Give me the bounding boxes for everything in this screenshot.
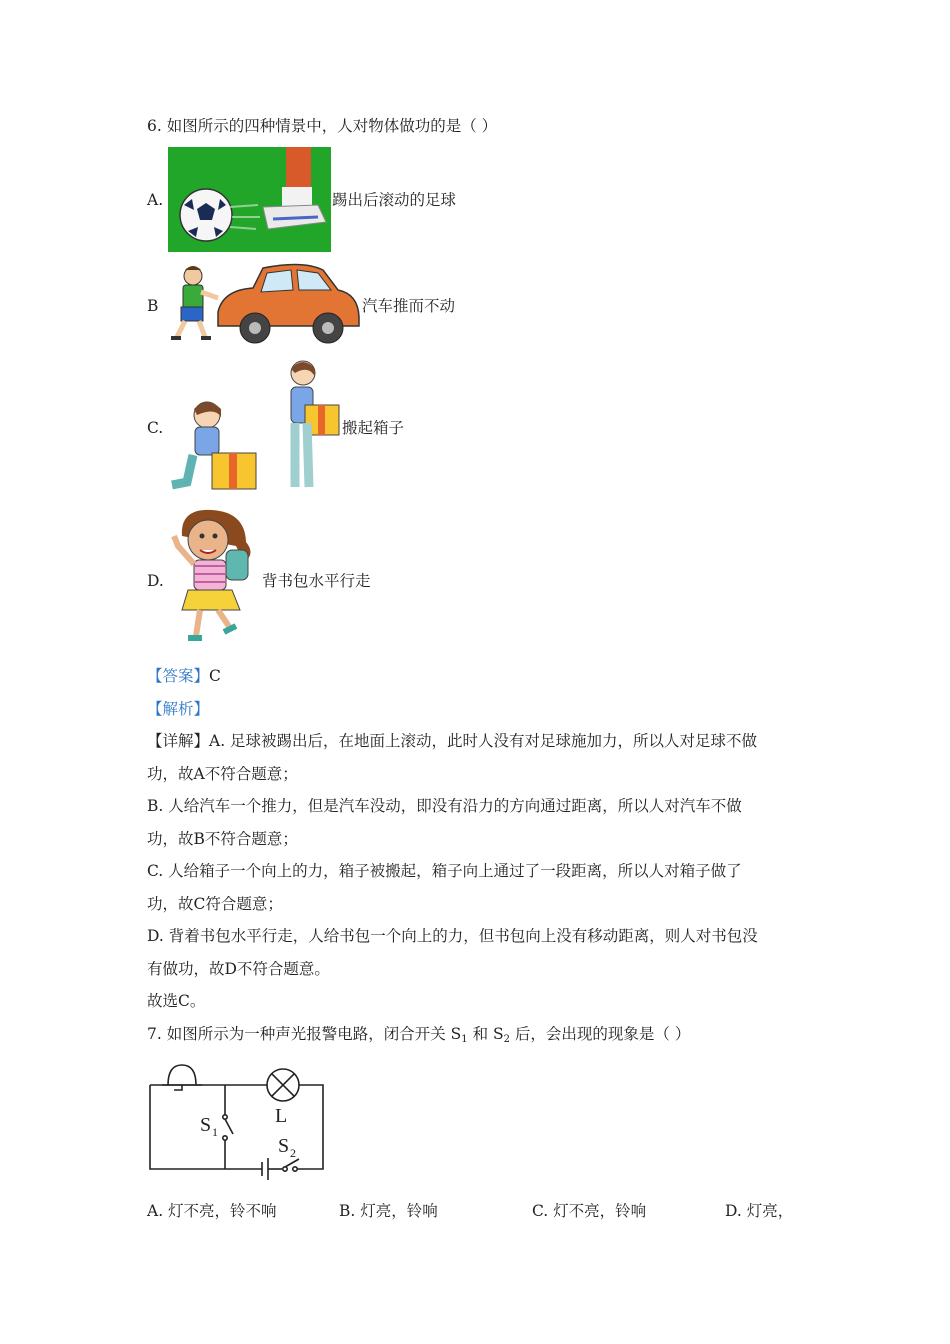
detail-line-1: 【详解】A. 足球被踢出后，在地面上滚动，此时人没有对足球施加力，所以人对足球不做	[147, 732, 758, 750]
soccer-kick-image	[168, 147, 331, 252]
label-s1: S	[200, 1114, 212, 1136]
option-a-caption: 踢出后滚动的足球	[332, 191, 457, 209]
q7-option-c: C. 灯不亮，铃响	[532, 1202, 647, 1220]
option-b-letter: B	[147, 297, 159, 315]
label-s2-sub: 2	[290, 1146, 296, 1160]
q7-stem-suffix: 后，会出现的现象是（ ）	[510, 1025, 691, 1043]
detail-line-5: C. 人给箱子一个向上的力，箱子被搬起，箱子向上通过了一段距离，所以人对箱子做了	[147, 862, 742, 880]
label-s1-sub: 1	[212, 1125, 218, 1139]
alarm-circuit-diagram	[140, 1060, 335, 1185]
lift-box-image	[167, 357, 343, 495]
q7-s2-sub: 2	[503, 1034, 510, 1045]
question-6-stem: 6. 如图所示的四种情景中，人对物体做功的是（ ）	[147, 117, 498, 135]
q7-s1-sub: 1	[461, 1034, 468, 1045]
push-car-image	[163, 262, 363, 348]
detail-line-8: 有做功，故D不符合题意。	[147, 960, 330, 978]
q7-option-a: A. 灯不亮，铃不响	[147, 1202, 277, 1220]
detail-line-6: 功，故C符合题意；	[147, 895, 283, 913]
q7-option-d: D. 灯亮，	[725, 1202, 794, 1220]
detail-line-3: B. 人给汽车一个推力，但是汽车没动，即没有沿力的方向通过距离，所以人对汽车不做	[147, 797, 742, 815]
detail-line-2: 功，故A不符合题意；	[147, 765, 298, 783]
label-lamp: L	[275, 1105, 288, 1127]
answer-line	[147, 666, 221, 686]
detail-line-4: 功，故B不符合题意；	[147, 830, 298, 848]
answer-tag: 【答案】	[147, 667, 210, 685]
option-c-letter: C.	[147, 419, 164, 437]
q7-stem-prefix: 7. 如图所示为一种声光报警电路，闭合开关 S	[147, 1025, 462, 1043]
detail-line-9: 故选C。	[147, 992, 206, 1010]
q7-stem-middle: 和 S	[467, 1025, 504, 1043]
girl-with-backpack-image	[160, 506, 260, 651]
detail-line-7: D. 背着书包水平行走，人给书包一个向上的力，但书包向上没有移动距离，则人对书包没	[147, 927, 758, 945]
answer-value: C	[209, 667, 221, 685]
analysis-tag: 【解析】	[147, 700, 210, 718]
q7-option-b: B. 灯亮，铃响	[339, 1202, 438, 1220]
option-c-caption: 搬起箱子	[342, 419, 405, 437]
question-7-stem	[147, 1024, 690, 1050]
option-d-caption: 背书包水平行走	[262, 572, 371, 590]
option-b-caption: 汽车推而不动	[362, 297, 456, 315]
option-d-letter: D.	[147, 572, 164, 590]
label-s2: S	[278, 1135, 290, 1157]
option-a-letter: A.	[147, 191, 164, 209]
